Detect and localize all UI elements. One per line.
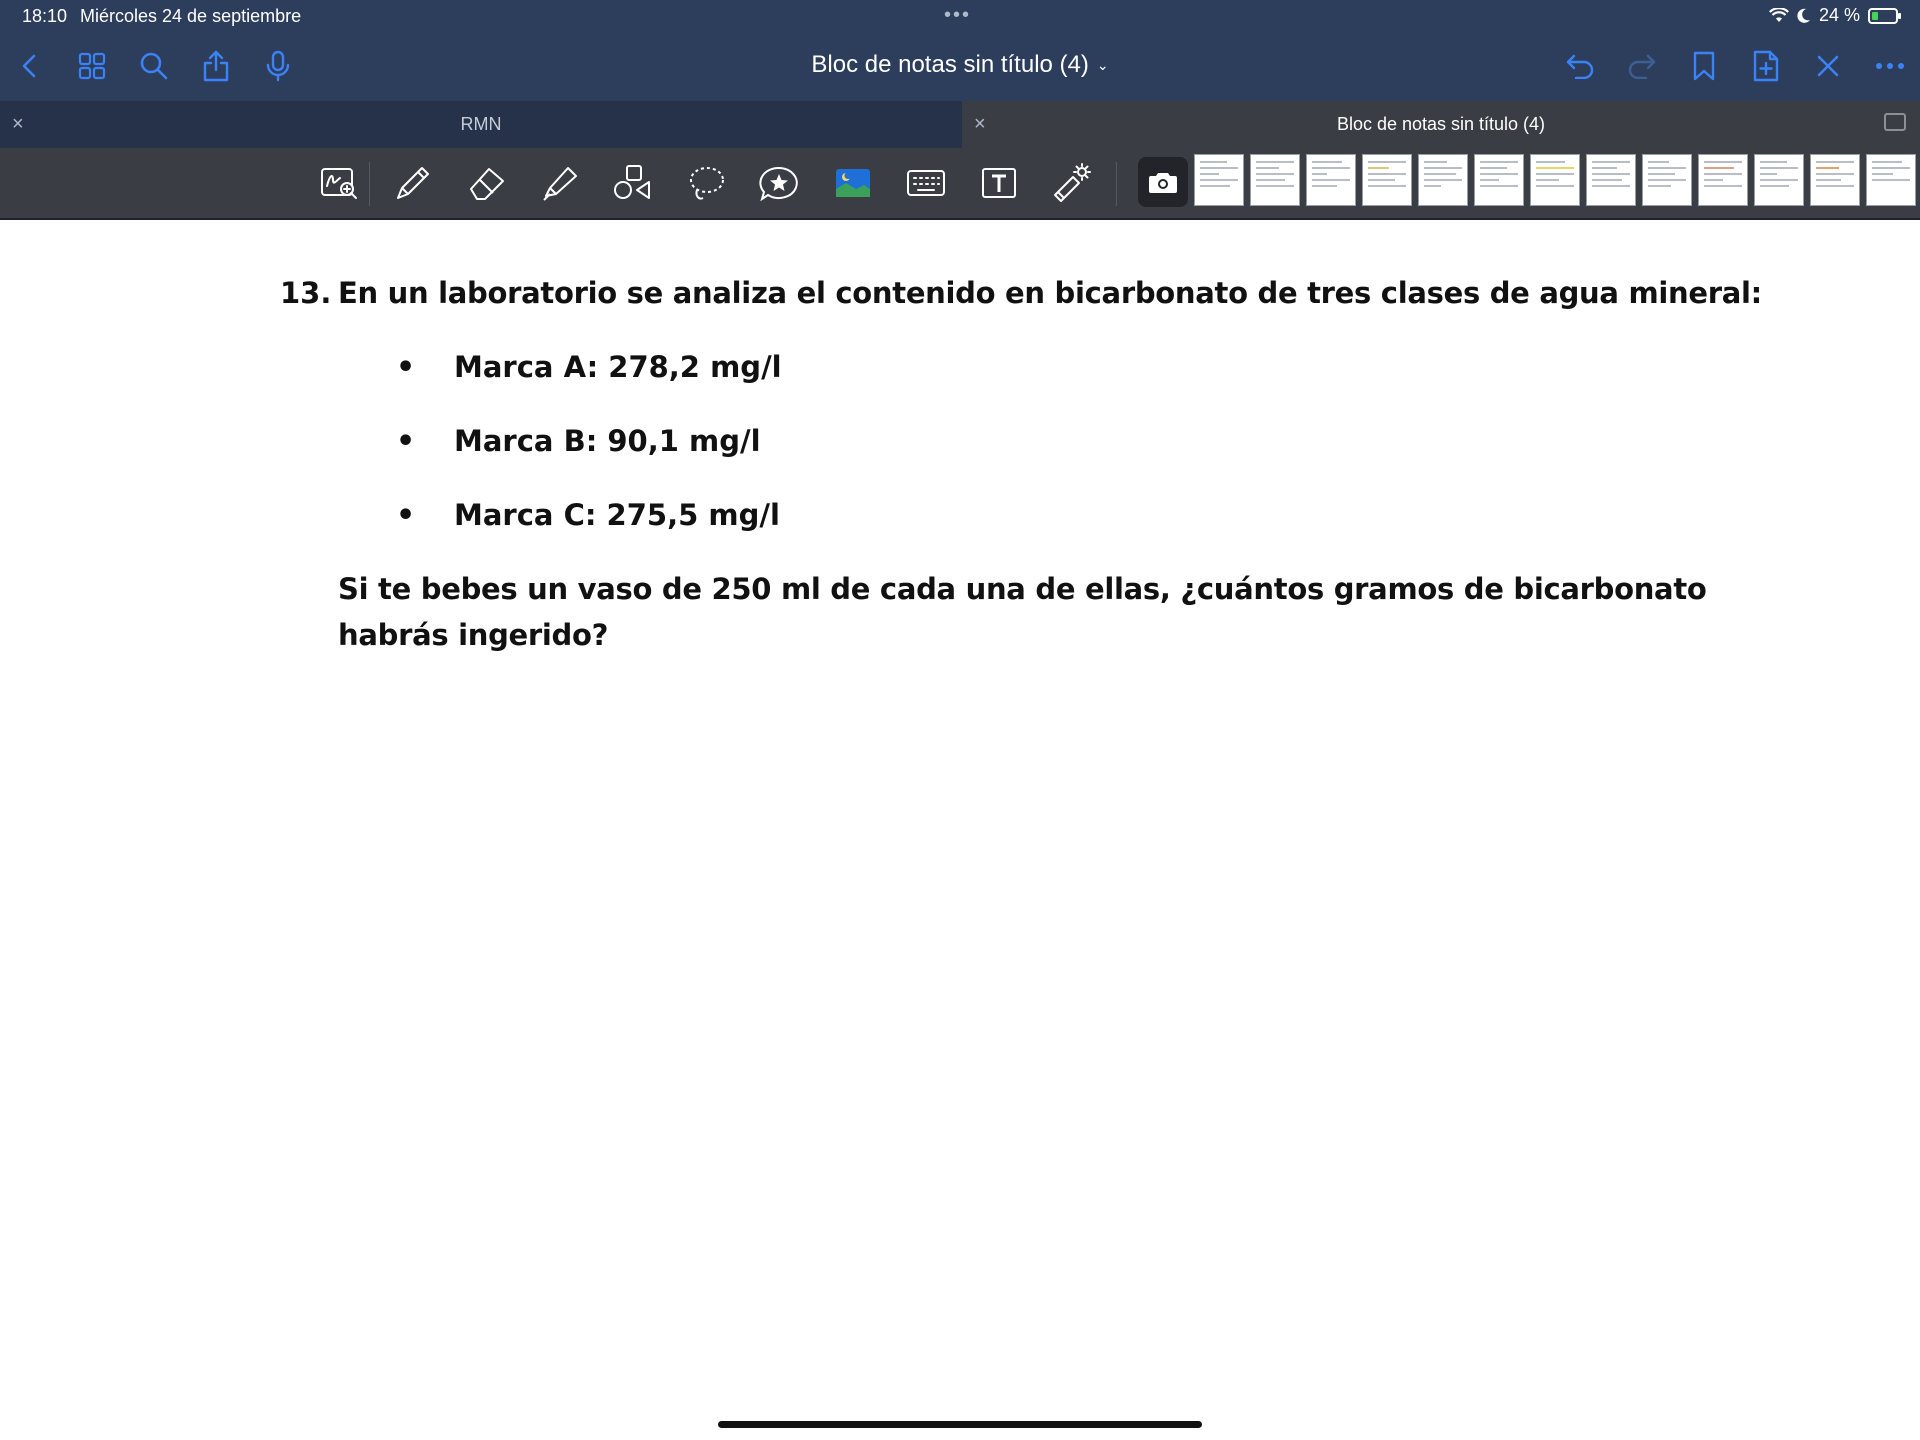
page-thumbnail[interactable]	[1418, 154, 1468, 206]
chevron-down-icon: ⌄	[1096, 57, 1109, 74]
page-thumbnail[interactable]	[1698, 154, 1748, 206]
page-thumbnail[interactable]	[1306, 154, 1356, 206]
pen-tool-icon[interactable]	[390, 160, 436, 206]
page-thumbnail[interactable]	[1194, 154, 1244, 206]
bullet-point: •	[396, 424, 416, 459]
tab-bar	[0, 101, 1920, 148]
zoom-window-icon[interactable]	[316, 160, 362, 206]
eraser-tool-icon[interactable]	[464, 160, 510, 206]
split-view-icon[interactable]	[1884, 113, 1906, 131]
keyboard-tool-icon[interactable]	[903, 160, 949, 206]
toolbar-divider	[369, 162, 370, 206]
bullet-point: •	[396, 350, 416, 385]
add-page-icon[interactable]	[1748, 48, 1784, 84]
text-box-tool-icon[interactable]	[976, 160, 1022, 206]
more-options-icon[interactable]	[1872, 48, 1908, 84]
pen-close-icon[interactable]	[1810, 48, 1846, 84]
tab-bloc-de-notas[interactable]	[962, 101, 1920, 148]
battery-percentage: 24 %	[1818, 5, 1860, 25]
tab-label: RMN	[460, 114, 502, 134]
bullet-point: •	[396, 498, 416, 533]
follow-up-question: Si te bebes un vaso de 250 ml de cada una de ellas, ¿cuántos gramos de bicarbonato habrás ingerido?	[338, 572, 1707, 652]
multitasking-dots[interactable]: •••	[944, 4, 972, 26]
shapes-tool-icon[interactable]	[610, 160, 656, 206]
status-date: Miércoles 24 de septiembre	[80, 6, 302, 26]
close-tab-icon[interactable]: ×	[974, 113, 986, 135]
home-indicator[interactable]	[718, 1421, 1202, 1428]
page-thumbnail[interactable]	[1474, 154, 1524, 206]
list-item: Marca A: 278,2 mg/l	[454, 350, 782, 384]
list-item: Marca B: 90,1 mg/l	[454, 424, 761, 458]
navigation-bar	[0, 34, 1920, 101]
document-title-text: Bloc de notas sin título (4)	[811, 51, 1089, 78]
tab-rmn[interactable]	[0, 101, 962, 148]
moon-icon	[1797, 8, 1811, 24]
close-tab-icon[interactable]: ×	[12, 113, 24, 135]
drawing-toolbar	[0, 148, 1920, 220]
tab-label: Bloc de notas sin título (4)	[1336, 114, 1546, 134]
battery-icon	[1868, 8, 1898, 24]
redo-icon[interactable]	[1624, 48, 1660, 84]
wifi-icon	[1769, 8, 1789, 24]
highlighter-tool-icon[interactable]	[537, 160, 583, 206]
question-number: 13.	[280, 276, 332, 310]
question-text: En un laboratorio se analiza el contenido en bicarbonato de tres clases de agua mineral:	[338, 276, 1762, 310]
app-header	[0, 0, 1920, 101]
page-thumbnail[interactable]	[1642, 154, 1692, 206]
elements-tool-icon[interactable]	[756, 160, 802, 206]
page-thumbnail-strip	[1194, 154, 1920, 210]
page-thumbnail[interactable]	[1362, 154, 1412, 206]
status-bar	[0, 0, 1920, 34]
page-thumbnail[interactable]	[1530, 154, 1580, 206]
toolbar-divider	[1116, 162, 1117, 206]
bookmark-icon[interactable]	[1686, 48, 1722, 84]
laser-pointer-tool-icon[interactable]	[1048, 160, 1094, 206]
undo-icon[interactable]	[1562, 48, 1598, 84]
camera-icon[interactable]	[1138, 157, 1188, 207]
status-time: 18:10	[22, 6, 68, 26]
page-thumbnail[interactable]	[1754, 154, 1804, 206]
status-right	[1769, 5, 1898, 26]
page-thumbnail[interactable]	[1866, 154, 1916, 206]
page-thumbnail[interactable]	[1586, 154, 1636, 206]
list-item: Marca C: 275,5 mg/l	[454, 498, 780, 532]
page-thumbnail[interactable]	[1250, 154, 1300, 206]
lasso-tool-icon[interactable]	[684, 160, 730, 206]
page-thumbnail[interactable]	[1810, 154, 1860, 206]
image-tool-icon[interactable]	[830, 160, 876, 206]
document-page[interactable]	[0, 220, 1920, 1440]
